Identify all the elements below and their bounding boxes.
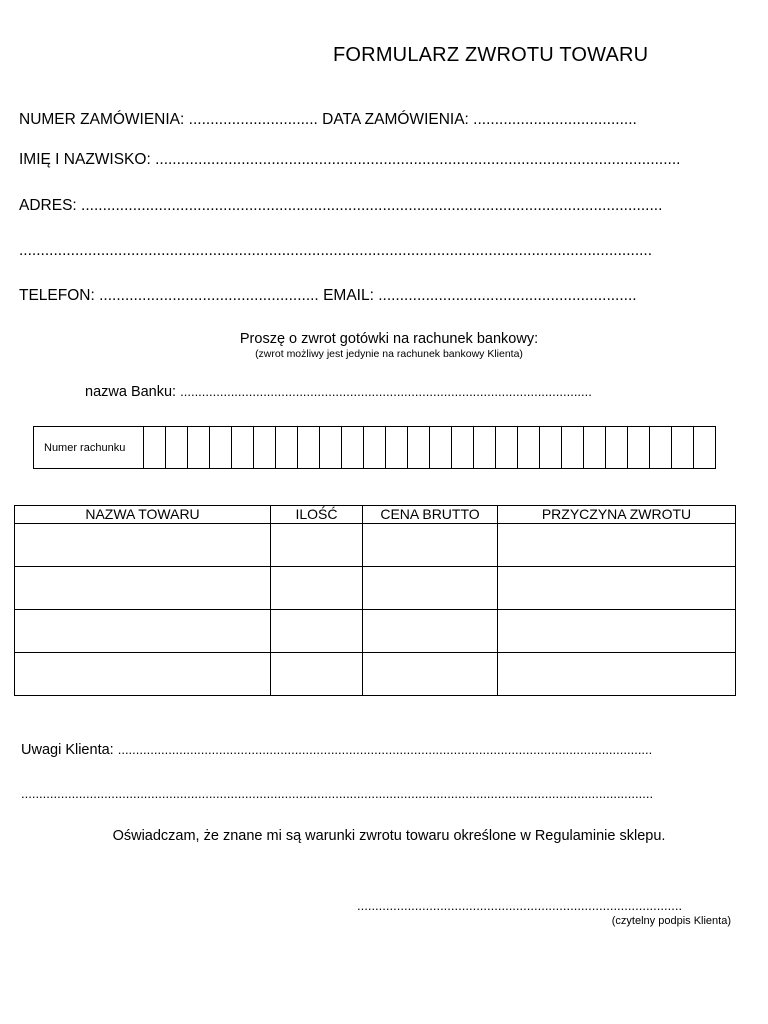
email-label: EMAIL: (323, 287, 374, 304)
name-field[interactable]: .......................................................................................................................... (155, 151, 681, 168)
account-digit-box[interactable] (584, 427, 606, 468)
account-digit-box[interactable] (672, 427, 694, 468)
account-digit-box[interactable] (606, 427, 628, 468)
signature-caption: (czytelny podpis Klienta) (611, 915, 731, 927)
account-digit-box[interactable] (540, 427, 562, 468)
account-digit-box[interactable] (342, 427, 364, 468)
account-number-label: Numer rachunku (34, 427, 144, 468)
cell-return-reason[interactable] (498, 524, 736, 567)
column-header-return-reason: PRZYCZYNA ZWROTU (498, 506, 736, 524)
bank-name-field[interactable]: .................................................................................................................. (180, 384, 592, 399)
bank-name-row (85, 384, 592, 400)
email-field[interactable]: ............................................................ (378, 287, 637, 304)
cell-product-name[interactable] (15, 610, 271, 653)
contact-row (19, 287, 637, 305)
account-digit-box[interactable] (562, 427, 584, 468)
account-digit-box[interactable] (298, 427, 320, 468)
remarks-label: Uwagi Klienta: (21, 742, 114, 758)
form-title: FORMULARZ ZWROTU TOWARU (333, 44, 649, 66)
order-date-label: DATA ZAMÓWIENIA: (322, 111, 469, 128)
name-row (19, 151, 680, 169)
bank-name-label: nazwa Banku: (85, 384, 177, 400)
table-row (15, 610, 736, 653)
column-header-gross-price: CENA BRUTTO (363, 506, 498, 524)
account-digit-box[interactable] (210, 427, 232, 468)
table-row (15, 524, 736, 567)
account-digit-box[interactable] (430, 427, 452, 468)
order-number-label: NUMER ZAMÓWIENIA: (19, 111, 185, 128)
address-line2-field[interactable]: ................................................................................................................................................... (19, 242, 653, 259)
cell-return-reason[interactable] (498, 610, 736, 653)
remarks-field[interactable]: .................................................................................................................................................... (117, 742, 653, 757)
returned-items-table (14, 505, 736, 696)
refund-heading: Proszę o zwrot gotówki na rachunek bankowy: (239, 331, 539, 347)
account-digit-box[interactable] (166, 427, 188, 468)
account-digit-box[interactable] (144, 427, 166, 468)
account-digit-box[interactable] (408, 427, 430, 468)
name-label: IMIĘ I NAZWISKO: (19, 151, 151, 168)
account-number-grid (33, 426, 716, 469)
phone-field[interactable]: ................................................... (99, 287, 319, 304)
account-digit-box[interactable] (254, 427, 276, 468)
column-header-product-name: NAZWA TOWARU (15, 506, 271, 524)
remarks-row (21, 742, 652, 758)
column-header-quantity: ILOŚĆ (271, 506, 363, 524)
account-digit-box[interactable] (386, 427, 408, 468)
cell-product-name[interactable] (15, 567, 271, 610)
signature-field[interactable]: .......................................................................................... (357, 898, 683, 913)
account-digit-box[interactable] (474, 427, 496, 468)
phone-label: TELEFON: (19, 287, 95, 304)
cell-product-name[interactable] (15, 653, 271, 696)
address-row (19, 197, 662, 215)
account-digit-box[interactable] (452, 427, 474, 468)
table-row (15, 653, 736, 696)
address-field[interactable]: ....................................................................................................................................... (81, 197, 663, 214)
cell-quantity[interactable] (271, 610, 363, 653)
order-number-row (19, 111, 637, 129)
cell-gross-price[interactable] (363, 610, 498, 653)
table-row (15, 567, 736, 610)
cell-gross-price[interactable] (363, 653, 498, 696)
cell-gross-price[interactable] (363, 524, 498, 567)
cell-quantity[interactable] (271, 524, 363, 567)
cell-return-reason[interactable] (498, 567, 736, 610)
account-digit-box[interactable] (188, 427, 210, 468)
account-digit-box[interactable] (320, 427, 342, 468)
cell-quantity[interactable] (271, 653, 363, 696)
account-digit-box[interactable] (628, 427, 650, 468)
refund-note: (zwrot możliwy jest jedynie na rachunek bankowy Klienta) (255, 348, 523, 360)
account-digit-box[interactable] (518, 427, 540, 468)
cell-product-name[interactable] (15, 524, 271, 567)
cell-return-reason[interactable] (498, 653, 736, 696)
remarks-line2-field[interactable]: ............................................................................................................................................................................... (21, 786, 654, 801)
order-date-field[interactable]: ...................................... (473, 111, 637, 128)
cell-gross-price[interactable] (363, 567, 498, 610)
account-digit-box[interactable] (650, 427, 672, 468)
declaration-text: Oświadczam, że znane mi są warunki zwrotu towaru określone w Regulaminie sklepu. (112, 828, 666, 844)
order-number-field[interactable]: .............................. (188, 111, 318, 128)
account-digit-box[interactable] (364, 427, 386, 468)
cell-quantity[interactable] (271, 567, 363, 610)
table-header-row (15, 506, 736, 524)
account-digit-box[interactable] (496, 427, 518, 468)
account-digit-box[interactable] (232, 427, 254, 468)
address-label: ADRES: (19, 197, 77, 214)
account-digit-box[interactable] (276, 427, 298, 468)
account-digit-box[interactable] (694, 427, 715, 468)
